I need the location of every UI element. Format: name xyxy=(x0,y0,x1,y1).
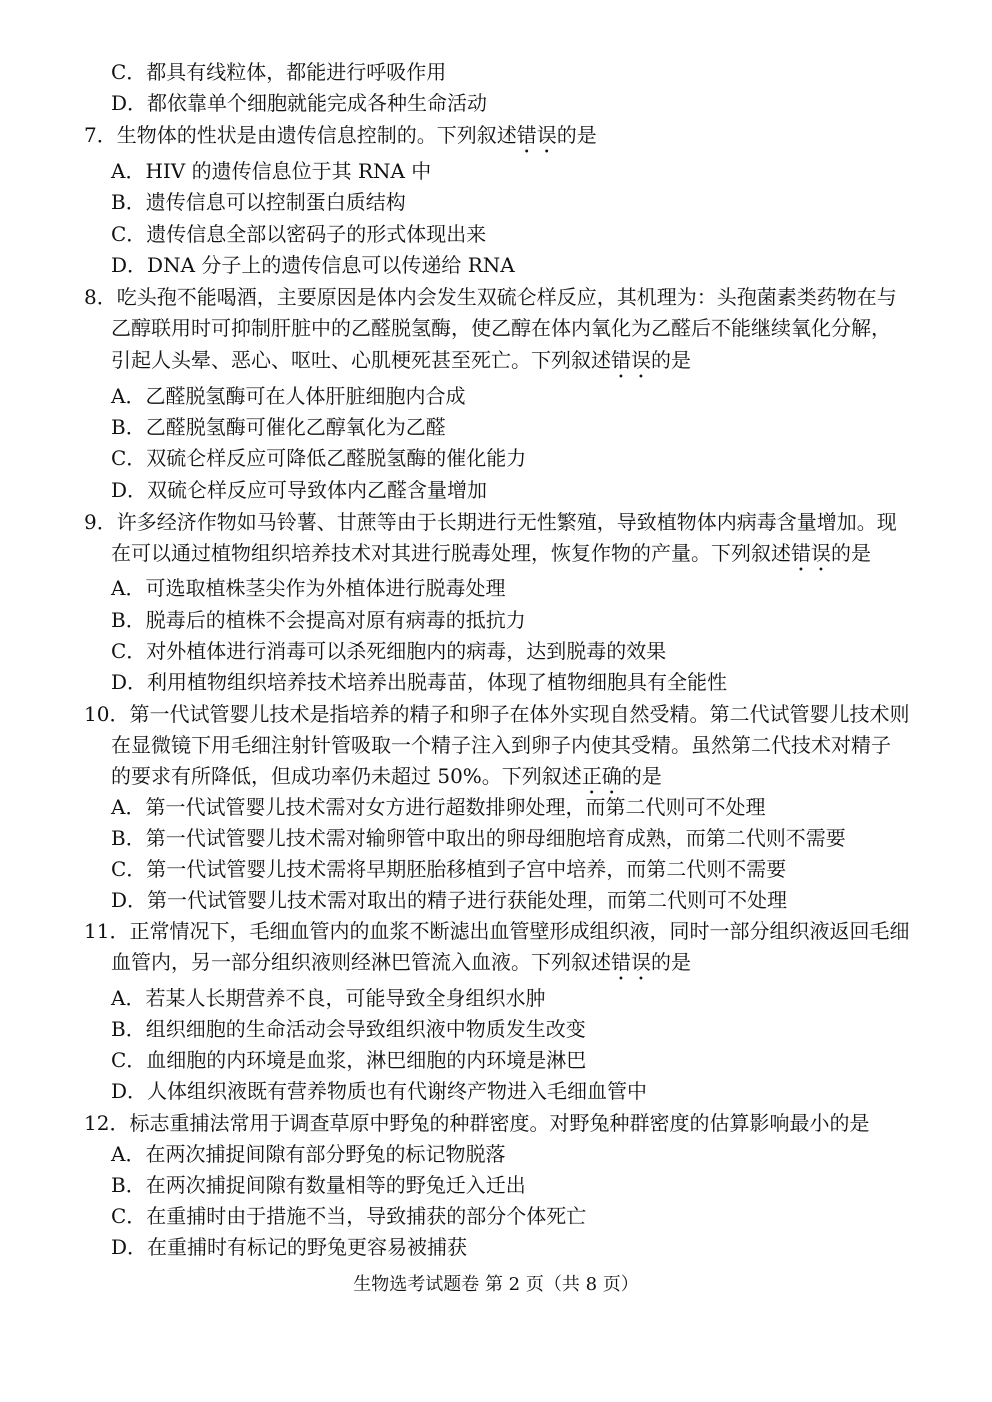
answer-option: B．乙醛脱氢酶可催化乙醇氧化为乙醛 xyxy=(111,415,446,439)
emphasis-mark: 错误 xyxy=(611,950,651,974)
question-continuation: 在显微镜下用毛细注射针管吸取一个精子注入到卵子内使其受精。虽然第二代技术对精子 xyxy=(111,733,891,757)
emphasis-mark: 错误 xyxy=(791,541,831,565)
answer-option: D．都依靠单个细胞就能完成各种生命活动 xyxy=(111,91,488,115)
emphasis-mark: 错误 xyxy=(611,348,651,372)
answer-option: D．DNA 分子上的遗传信息可以传递给 RNA xyxy=(111,253,515,277)
answer-option: A．第一代试管婴儿技术需对女方进行超数排卵处理，而第二代则可不处理 xyxy=(111,795,766,819)
emphasis-mark: 错误 xyxy=(516,123,557,147)
answer-option: B．组织细胞的生命活动会导致组织液中物质发生改变 xyxy=(111,1017,586,1041)
answer-option: D．双硫仑样反应可导致体内乙醛含量增加 xyxy=(111,478,488,502)
answer-option: A．在两次捕捉间隙有部分野兔的标记物脱落 xyxy=(111,1142,506,1166)
question-continuation: 的要求有所降低，但成功率仍未超过 50%。下列叙述正确的是 xyxy=(111,764,662,788)
answer-option: C．在重捕时由于措施不当，导致捕获的部分个体死亡 xyxy=(111,1204,587,1228)
question-stem: 8．吃头孢不能喝酒，主要原因是体内会发生双硫仑样反应，其机理为：头孢菌素类药物在与 xyxy=(84,285,897,309)
answer-option: A．乙醛脱氢酶可在人体肝脏细胞内合成 xyxy=(111,384,466,408)
answer-option: C．对外植体进行消毒可以杀死细胞内的病毒，达到脱毒的效果 xyxy=(111,639,667,663)
answer-option: C．双硫仑样反应可降低乙醛脱氢酶的催化能力 xyxy=(111,446,527,470)
question-stem: 11．正常情况下，毛细血管内的血浆不断滤出血管壁形成组织液，同时一部分组织液返回毛细 xyxy=(84,919,910,943)
answer-option: C．遗传信息全部以密码子的形式体现出来 xyxy=(111,222,487,246)
question-continuation: 血管内，另一部分组织液则经淋巴管流入血液。下列叙述错误的是 xyxy=(111,950,691,974)
answer-option: B．脱毒后的植株不会提高对原有病毒的抵抗力 xyxy=(111,608,526,632)
answer-option: D．人体组织液既有营养物质也有代谢终产物进入毛细血管中 xyxy=(111,1079,648,1103)
answer-option: B．在两次捕捉间隙有数量相等的野兔迁入迁出 xyxy=(111,1173,526,1197)
question-stem: 7．生物体的性状是由遗传信息控制的。下列叙述错误的是 xyxy=(84,123,597,147)
question-stem: 9．许多经济作物如马铃薯、甘蔗等由于长期进行无性繁殖，导致植物体内病毒含量增加。现 xyxy=(84,510,897,534)
answer-option: A．HIV 的遗传信息位于其 RNA 中 xyxy=(111,159,432,183)
question-stem: 10．第一代试管婴儿技术是指培养的精子和卵子在体外实现自然受精。第二代试管婴儿技术则 xyxy=(84,702,910,726)
question-continuation: 乙醇联用时可抑制肝脏中的乙醛脱氢酶，使乙醇在体内氧化为乙醛后不能继续氧化分解， xyxy=(111,316,891,340)
answer-option: B．第一代试管婴儿技术需对输卵管中取出的卵母细胞培育成熟，而第二代则不需要 xyxy=(111,826,846,850)
answer-option: D．利用植物组织培养技术培养出脱毒苗，体现了植物细胞具有全能性 xyxy=(111,670,728,694)
emphasis-mark: 正确 xyxy=(581,764,622,788)
page-footer: 生物选考试题卷 第 2 页（共 8 页） xyxy=(353,1274,639,1295)
answer-option: A．可选取植株茎尖作为外植体进行脱毒处理 xyxy=(111,576,506,600)
question-stem: 12．标志重捕法常用于调查草原中野兔的种群密度。对野兔种群密度的估算影响最小的是 xyxy=(84,1111,870,1135)
answer-option: C．血细胞的内环境是血浆，淋巴细胞的内环境是淋巴 xyxy=(111,1048,587,1072)
answer-option: A．若某人长期营养不良，可能导致全身组织水肿 xyxy=(111,986,546,1010)
answer-option: C．都具有线粒体，都能进行呼吸作用 xyxy=(111,60,447,84)
question-continuation: 引起人头晕、恶心、呕吐、心肌梗死甚至死亡。下列叙述错误的是 xyxy=(111,348,691,372)
question-continuation: 在可以通过植物组织培养技术对其进行脱毒处理，恢复作物的产量。下列叙述错误的是 xyxy=(111,541,871,565)
answer-option: B．遗传信息可以控制蛋白质结构 xyxy=(111,190,406,214)
answer-option: D．在重捕时有标记的野兔更容易被捕获 xyxy=(111,1235,468,1259)
answer-option: C．第一代试管婴儿技术需将早期胚胎移植到子宫中培养，而第二代则不需要 xyxy=(111,857,787,881)
answer-option: D．第一代试管婴儿技术需对取出的精子进行获能处理，而第二代则可不处理 xyxy=(111,888,788,912)
